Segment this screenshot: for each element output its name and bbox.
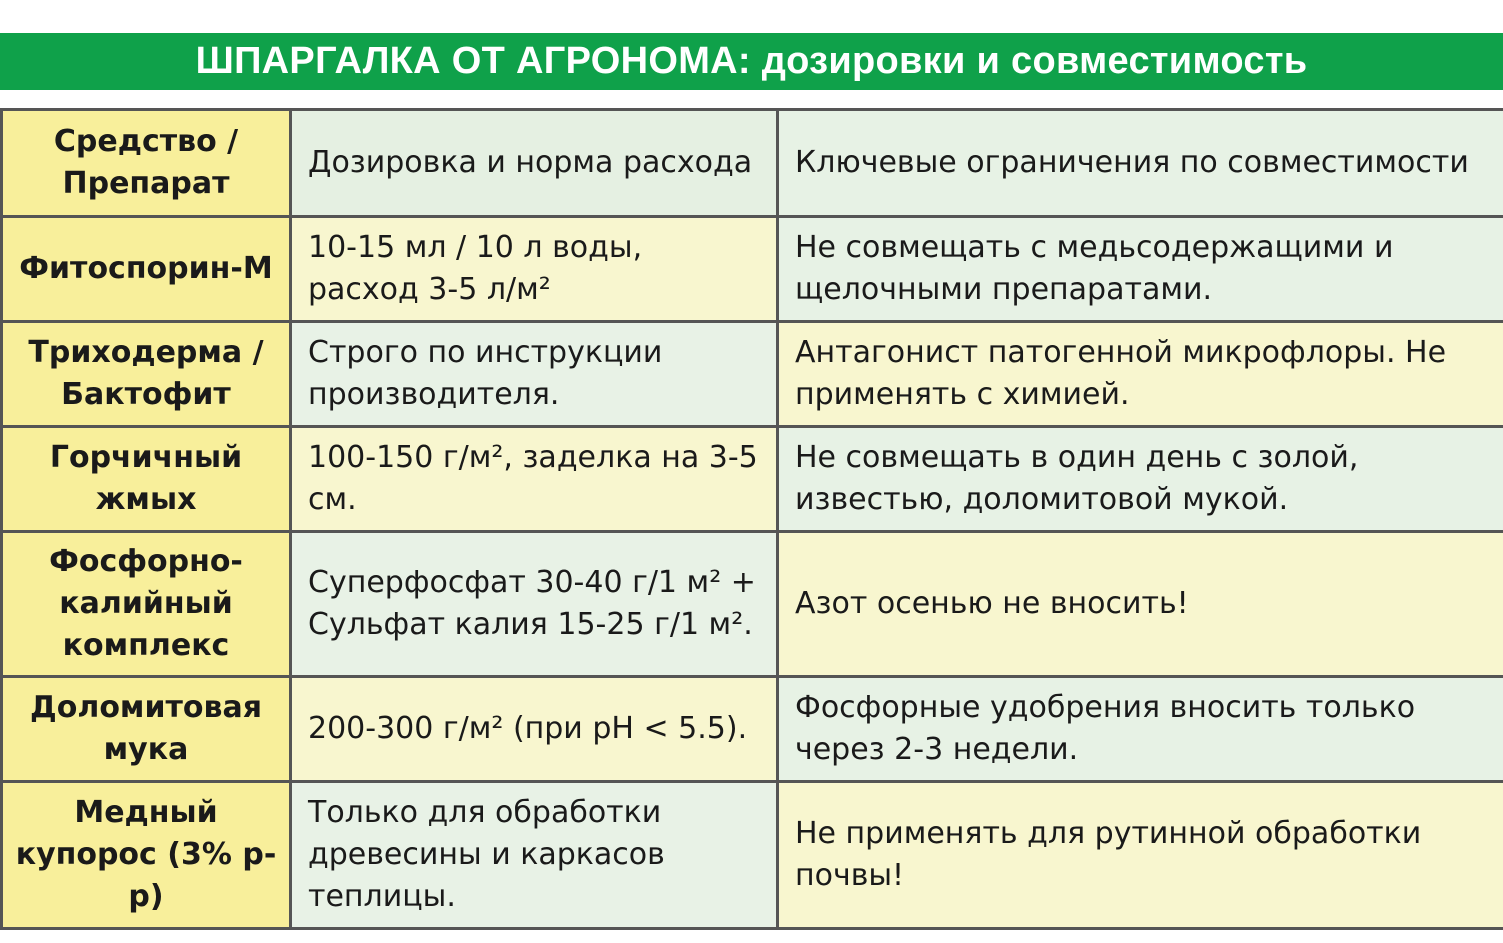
limits-cell: Не применять для рутинной обработки почвы! (778, 782, 1503, 929)
header-limits: Ключевые ограничения по совместимости (778, 110, 1503, 217)
dose-cell: 10-15 мл / 10 л воды, расход 3-5 л/м² (291, 217, 778, 322)
agent-cell: Медный купорос (3% р-р) (2, 782, 291, 929)
table-row (2, 677, 1503, 782)
header-agent: Средство / Препарат (2, 110, 291, 217)
limits-cell: Азот осенью не вносить! (778, 532, 1503, 677)
table-row (2, 782, 1503, 929)
table-row (2, 532, 1503, 677)
agent-cell: Фитоспорин-М (2, 217, 291, 322)
limits-cell: Не совмещать в один день с золой, известью, доломитовой мукой. (778, 427, 1503, 532)
limits-cell: Фосфорные удобрения вносить только через 2-3 недели. (778, 677, 1503, 782)
dose-cell: 100-150 г/м², заделка на 3-5 см. (291, 427, 778, 532)
dose-cell: Суперфосфат 30-40 г/1 м² + Сульфат калия 15-25 г/1 м². (291, 532, 778, 677)
table-row (2, 322, 1503, 427)
title-banner (0, 33, 1503, 90)
header-dose: Дозировка и норма расхода (291, 110, 778, 217)
dose-cell: Строго по инструкции производителя. (291, 322, 778, 427)
table-row (2, 427, 1503, 532)
dose-cell: 200-300 г/м² (при pH < 5.5). (291, 677, 778, 782)
table-row (2, 217, 1503, 322)
dose-cell: Только для обработки древесины и каркасов теплицы. (291, 782, 778, 929)
agent-cell: Горчичный жмых (2, 427, 291, 532)
limits-cell: Антагонист патогенной микрофлоры. Не применять с химией. (778, 322, 1503, 427)
page-title: ШПАРГАЛКА ОТ АГРОНОМА: дозировки и совместимость (195, 40, 1308, 82)
agent-cell: Фосфорно-калийный комплекс (2, 532, 291, 677)
agent-cell: Доломитовая мука (2, 677, 291, 782)
dosage-table (0, 108, 1503, 930)
header-row (2, 110, 1503, 217)
limits-cell: Не совмещать с медьсодержащими и щелочными препаратами. (778, 217, 1503, 322)
agent-cell: Триходерма / Бактофит (2, 322, 291, 427)
